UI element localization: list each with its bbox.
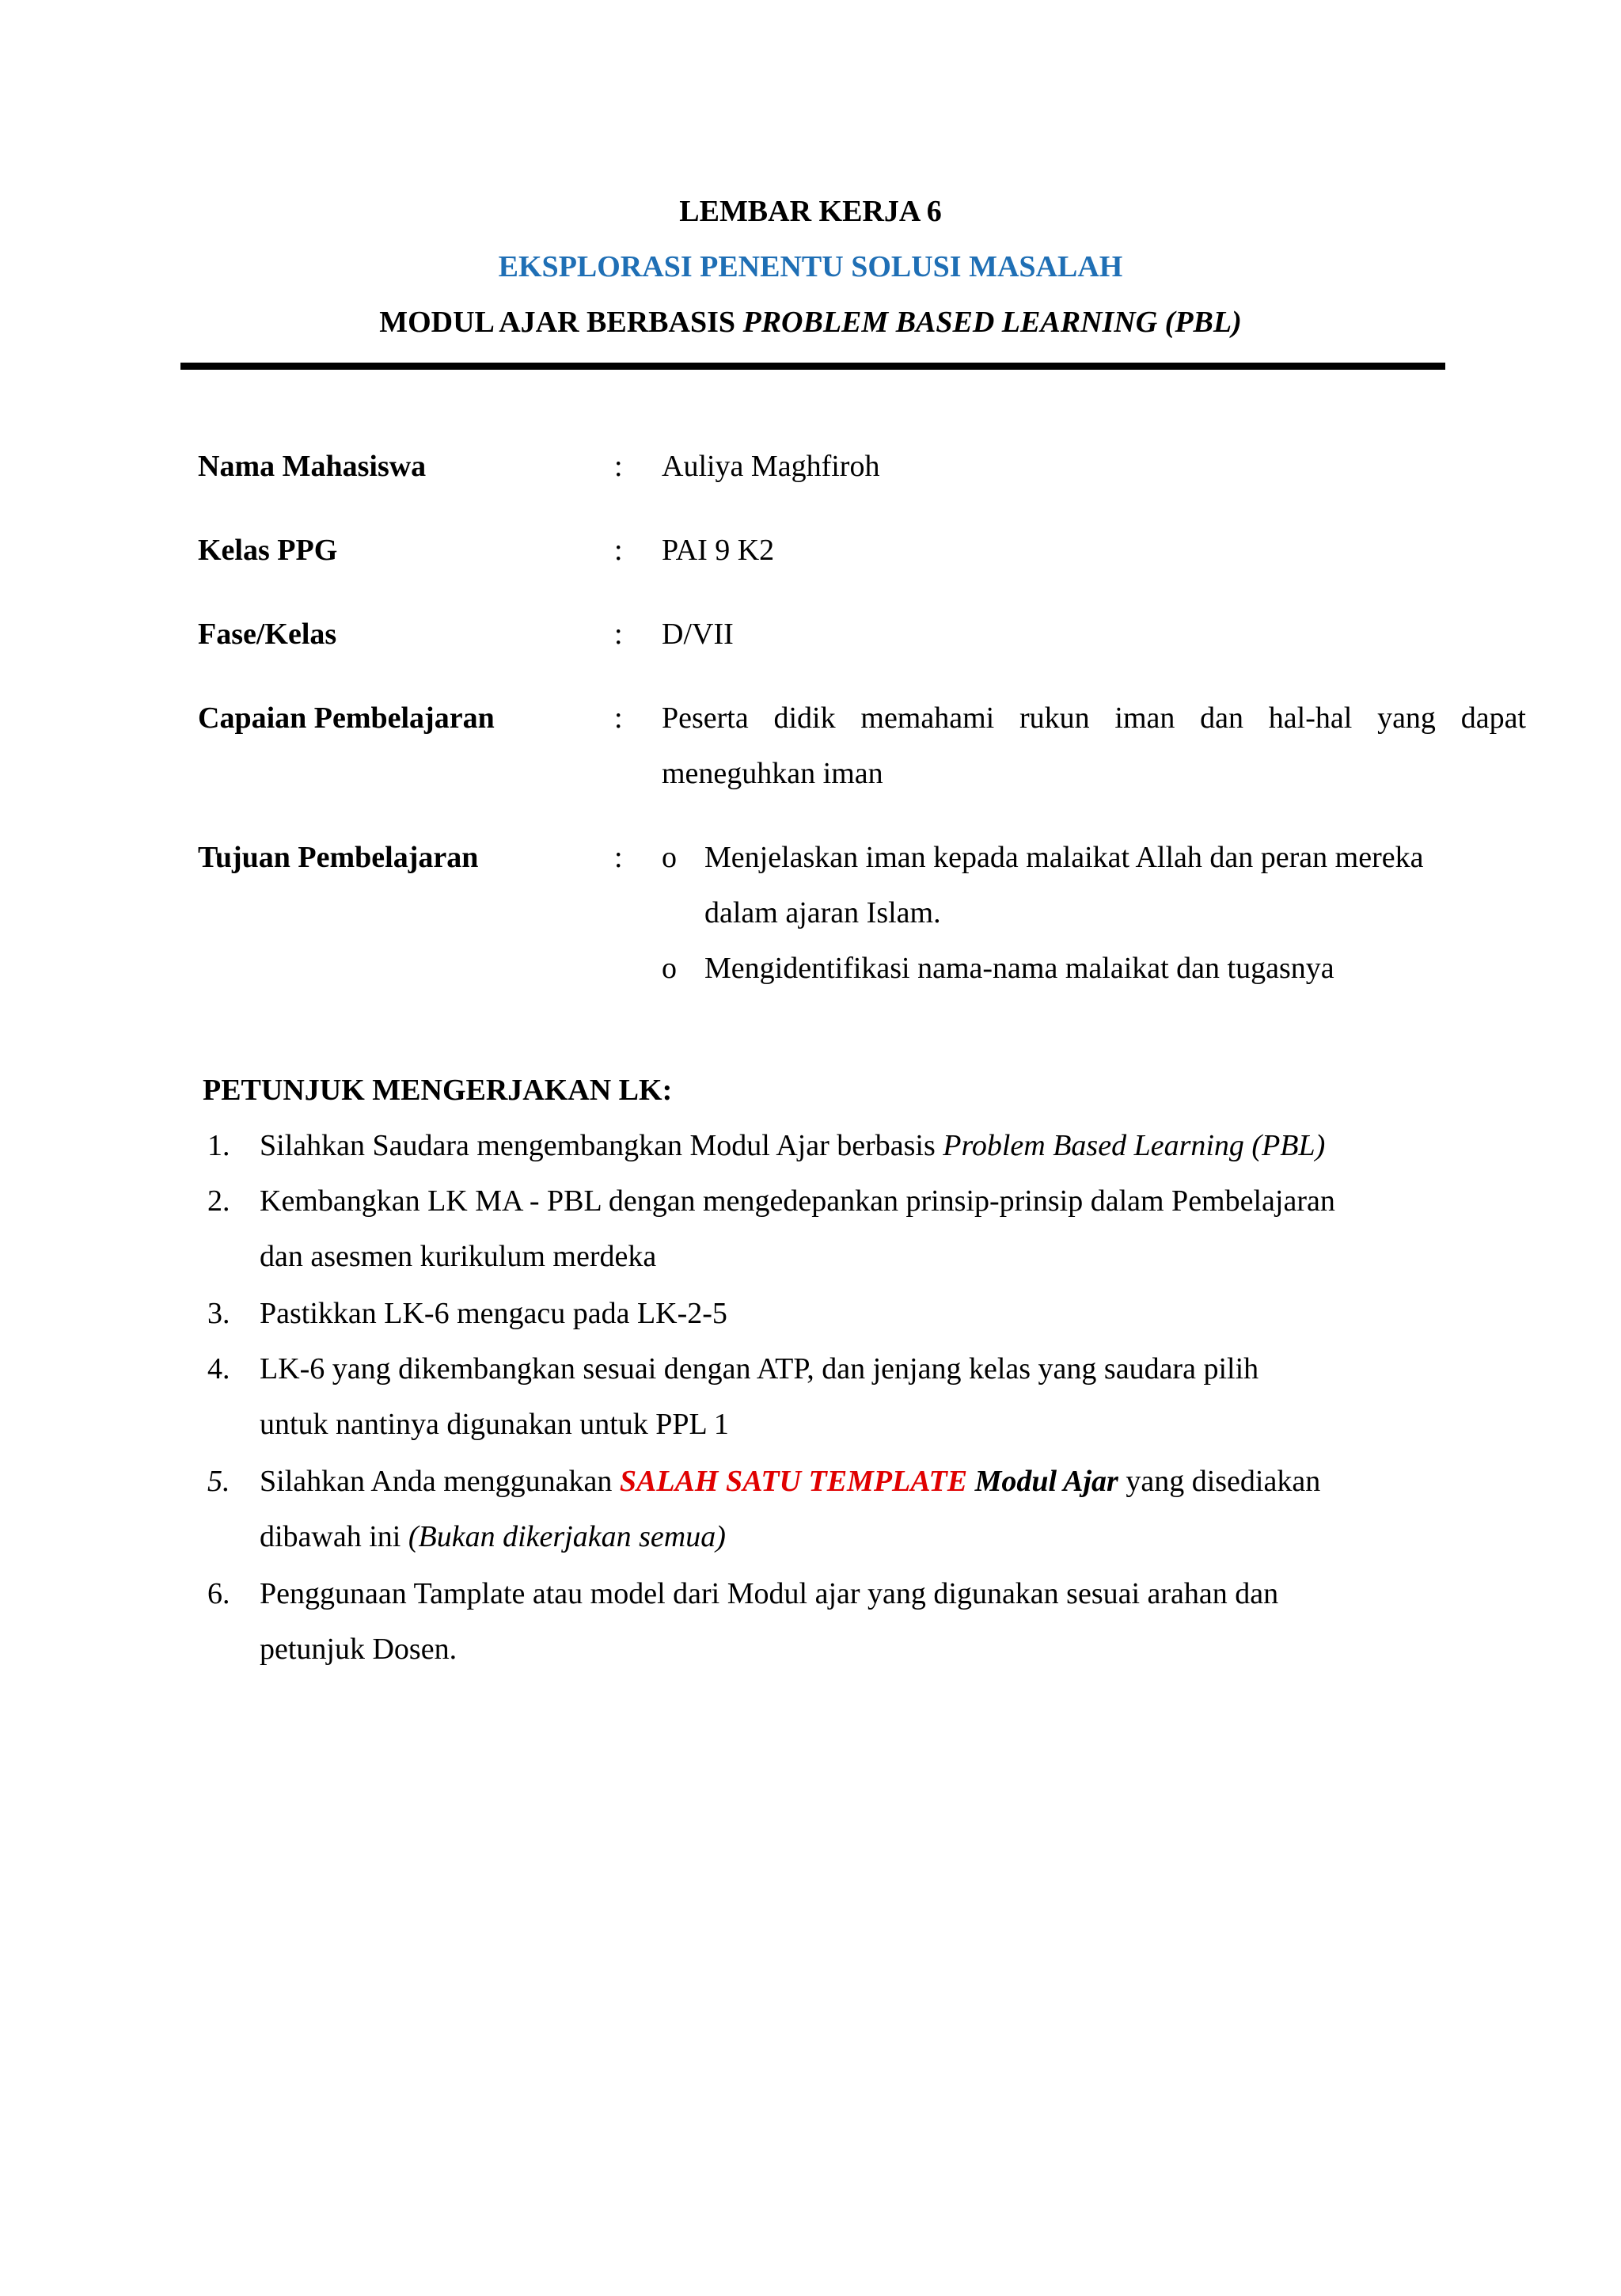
worksheet-subtitle: EKSPLORASI PENENTU SOLUSI MASALAH [498,250,1123,283]
field-nama-value: Auliya Maghfiroh [662,450,880,483]
field-tujuan-label: Tujuan Pembelajaran [198,841,479,874]
instruction-text-line1: Kembangkan LK MA - PBL dengan mengedepankan prinsip-prinsip dalam Pembelajaran [260,1184,1335,1218]
field-nama-label: Nama Mahasiswa [198,450,427,483]
instruction-number: 1. [207,1129,230,1162]
instruction-number: 5. [207,1465,230,1498]
bullet-icon: o [662,841,677,874]
instruction-number: 6. [207,1577,230,1610]
field-capaian-value-line1: Peserta didik memahami rukun iman dan hal-hal yang dapat [662,701,1526,735]
instruction-text-line1: Penggunaan Tamplate atau model dari Modul ajar yang digunakan sesuai arahan dan [260,1577,1279,1610]
instruction-text-line2: petunjuk Dosen. [260,1633,457,1666]
field-fase-colon: : [614,618,623,651]
bullet-icon: o [662,952,677,985]
module-title-italic: PROBLEM BASED LEARNING (PBL) [742,306,1242,339]
instruction-number: 2. [207,1184,230,1218]
field-kelas-value: PAI 9 K2 [662,534,775,567]
instruction-text-plain: yang disediakan [1118,1465,1321,1498]
module-title [0,304,1621,340]
field-capaian-label: Capaian Pembelajaran [198,701,495,735]
instruction-text-plain: Silahkan Saudara mengembangkan Modul Ajar berbasis [260,1129,943,1162]
instruction-text-line1 [260,1463,1320,1500]
template-highlight: SALAH SATU TEMPLATE [619,1465,968,1498]
tujuan-item-1-line2: dalam ajaran Islam. [704,896,941,929]
instruction-text [260,1127,1325,1164]
field-fase-value: D/VII [662,618,734,651]
tujuan-item-2-line1: Mengidentifikasi nama-nama malaikat dan tugasnya [704,952,1334,985]
field-fase-label: Fase/Kelas [198,618,337,651]
instruction-text-line1: LK-6 yang dikembangkan sesuai dengan ATP, dan jenjang kelas yang saudara pilih [260,1352,1259,1386]
field-tujuan-colon: : [614,841,623,874]
instruction-number: 4. [207,1352,230,1386]
tujuan-item-1-line1: Menjelaskan iman kepada malaikat Allah dan peran mereka [704,841,1424,874]
instruction-text-plain: Silahkan Anda menggunakan [260,1465,620,1498]
instruction-text-italic: (Bukan dikerjakan semua) [408,1520,726,1553]
field-kelas-colon: : [614,534,623,567]
instruction-text-line2: dan asesmen kurikulum merdeka [260,1240,657,1273]
instruction-text-italic: Problem Based Learning (PBL) [943,1129,1326,1162]
field-capaian-colon: : [614,701,623,735]
field-capaian-value-line2: meneguhkan iman [662,757,883,790]
instruction-number: 3. [207,1297,230,1330]
instruction-text: Pastikkan LK-6 mengacu pada LK-2-5 [260,1297,727,1330]
field-kelas-label: Kelas PPG [198,534,338,567]
instructions-heading: PETUNJUK MENGERJAKAN LK: [203,1074,673,1107]
instruction-text-line2: untuk nantinya digunakan untuk PPL 1 [260,1408,729,1441]
module-title-prefix: MODUL AJAR BERBASIS [379,306,743,339]
header-divider [180,363,1445,370]
field-nama-colon: : [614,450,623,483]
instruction-text-plain: dibawah ini [260,1520,408,1553]
instruction-text-line2 [260,1519,726,1555]
worksheet-title: LEMBAR KERJA 6 [679,195,942,228]
modul-ajar-emphasis: Modul Ajar [974,1465,1118,1498]
